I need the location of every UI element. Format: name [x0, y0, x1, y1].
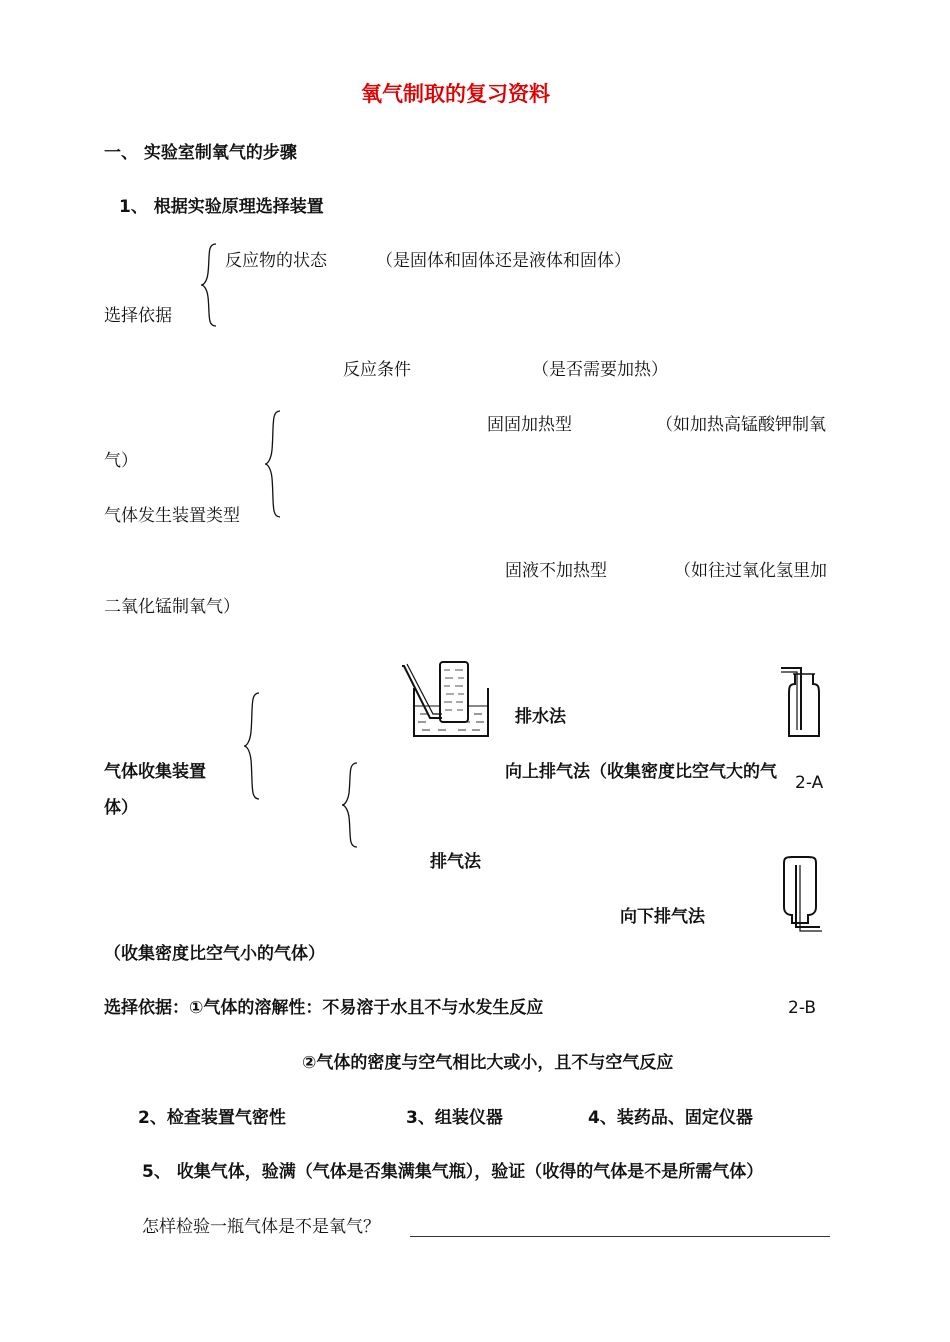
basis-label: 选择依据 [104, 306, 172, 326]
method-air: 排气法 [430, 852, 481, 872]
brace-collector [243, 692, 263, 800]
method-up: 向上排气法（收集密度比空气大的气 [505, 762, 777, 782]
basis-item-2-note: （是否需要加热） [532, 360, 668, 380]
method-down-note: （收集密度比空气小的气体） [104, 944, 325, 964]
water-displacement-figure [400, 660, 492, 740]
step-2: 2、检查装置气密性 [138, 1108, 286, 1128]
brace-air-methods [341, 762, 361, 848]
section-heading: 一、 实验室制氧气的步骤 [104, 143, 297, 163]
downward-air-bottle-figure [780, 855, 830, 935]
generator-type-2-note-a: （如往过氧化氢里加 [674, 561, 827, 581]
basis-item-1-note: （是固体和固体还是液体和固体） [376, 251, 631, 271]
generator-type-2-note-b: 二氧化锰制氧气） [104, 597, 240, 617]
generator-type-1-note-b: 气） [104, 451, 138, 471]
figure-2b-label: 2-B [788, 998, 817, 1018]
criteria-label: 选择依据：①气体的溶解性：不易溶于水且不与水发生反应 [104, 998, 544, 1018]
figure-2a-label: 2-A [795, 773, 824, 793]
method-up-cont: 体） [104, 798, 138, 818]
step-3: 3、组装仪器 [406, 1108, 503, 1128]
method-down: 向下排气法 [620, 907, 705, 927]
method-water: 排水法 [515, 707, 566, 727]
collector-label: 气体收集装置 [104, 762, 206, 782]
step-4: 4、装药品、固定仪器 [588, 1108, 753, 1128]
basis-item-2: 反应条件 [343, 360, 411, 380]
answer-blank[interactable] [410, 1236, 830, 1237]
basis-item-1: 反应物的状态 [225, 251, 327, 271]
question: 怎样检验一瓶气体是不是氧气？ [142, 1217, 380, 1237]
generator-type-1: 固固加热型 [487, 415, 572, 435]
criteria-item-2: ②气体的密度与空气相比大或小，且不与空气反应 [302, 1053, 674, 1073]
brace-generator [264, 410, 284, 518]
generator-type-2: 固液不加热型 [505, 561, 607, 581]
generator-type-1-note-a: （如加热高锰酸钾制氧 [656, 415, 826, 435]
step-1-heading: 1、 根据实验原理选择装置 [119, 197, 324, 217]
generator-label: 气体发生装置类型 [104, 506, 240, 526]
brace-basis [200, 243, 220, 327]
step-5: 5、 收集气体，验满（气体是否集满集气瓶），验证（收得的气体是不是所需气体） [142, 1162, 764, 1182]
page-title: 氧气制取的复习资料 [361, 82, 550, 106]
upward-air-bottle-figure [775, 660, 827, 740]
